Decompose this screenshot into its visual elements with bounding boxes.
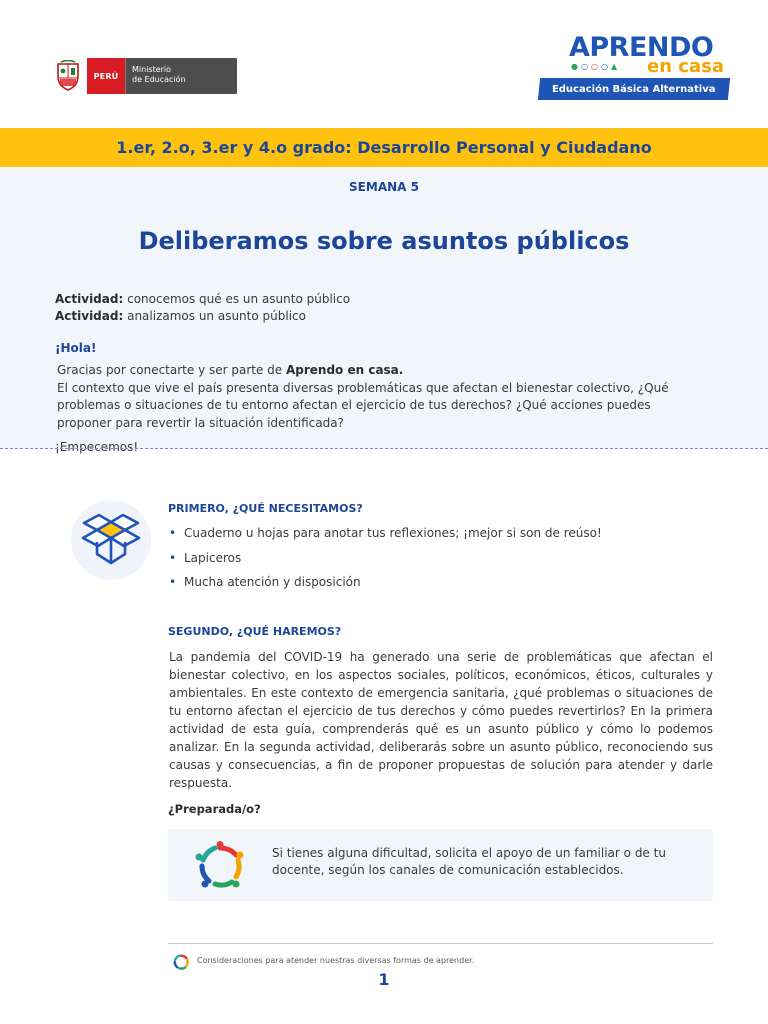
activity-text: analizamos un asunto público [127,309,306,323]
thanks-brand: Aprendo en casa. [285,363,404,377]
brand-tagline [538,78,730,100]
page-title: Deliberamos sobre asuntos públicos [138,227,630,255]
activity-label: Actividad: [55,309,124,323]
brand-main-text: APRENDO [569,32,714,63]
community-circle-icon [194,840,246,892]
page-number: 1 [378,970,390,989]
list-item: • Lapiceros [168,551,602,576]
help-box [168,829,713,901]
materials-list [168,526,602,600]
thanks-text: Gracias por conectarte y ser parte de [57,363,286,377]
intro-panel [0,167,768,454]
ministry-label [125,58,237,94]
country-label: PERÚ [87,58,125,94]
brand-sub-text: en casa [647,56,724,77]
activity-label: Actividad: [55,292,124,306]
section-heading-needs: PRIMERO, ¿QUÉ NECESITAMOS? [168,502,363,515]
activity-item [55,308,350,325]
footer-note: Consideraciones para atender nuestras diversas formas de aprender. [197,956,475,965]
dashed-divider [0,448,768,449]
intro-body: El contexto que vive el país presenta diversas problemáticas que afectan el bienestar colectivo, ¿Qué problemas o situaciones de tu entorno afectan el ejercicio de tus derechos? ¿Qué acciones puedes proponer para revertir la situación identificada? [57,380,669,430]
ministry-line-1: Ministerio [132,65,172,74]
open-box-icon [71,500,151,580]
brand-tagline-text: Educación Básica Alternativa [552,83,716,95]
activity-text: conocemos qué es un asunto público [127,292,351,306]
grade-band [0,128,768,167]
grade-title: 1.er, 2.o, 3.er y 4.o grado: Desarrollo Personal y Ciudadano [116,138,652,157]
start-text: ¡Empecemos! [55,440,139,454]
list-item: • Cuaderno u hojas para anotar tus reflexiones; ¡mejor si son de reúso! [168,526,602,551]
brand-dots-icon: ●○○○▲ [571,62,621,71]
help-text: Si tienes alguna dificultad, solicita el apoyo de un familiar o de tu docente, según los canales de comunicación establecidos. [272,846,666,877]
list-item: • Mucha atención y disposición [168,575,602,600]
week-label: SEMANA 5 [349,180,419,194]
ready-question: ¿Preparada/o? [168,802,261,816]
intro-text [57,362,697,432]
activity-item [55,291,350,308]
plan-paragraph: La pandemia del COVID-19 ha generado una serie de problemáticas que afectan el bienestar colectivo, en los aspectos sociales, políticos, económicos, éticos, culturales y ambientales. En este contexto de emergencia sanitaria, ¿qué problemas o situaciones de tu entorno afectan el ejercicio de tus derechos y cómo puedes revertirlos? En la primera actividad de esta guía, comprenderás qué es un asunto público y cómo lo podemos analizar. En la segunda actividad, deliberarás sobre un asunto público, reconociendo sus causas y consecuencias, a fin de proponer propuestas de solución para atender y darle respuesta. [169,650,713,790]
aprendo-en-casa-logo [535,30,735,102]
section-heading-plan: SEGUNDO, ¿QUÉ HAREMOS? [168,625,342,638]
greeting: ¡Hola! [55,341,97,355]
footer-divider [168,943,713,944]
government-logo [53,58,237,94]
page-header [0,0,768,128]
thanks-line [57,362,697,380]
community-circle-icon [172,953,190,971]
coat-of-arms-icon [53,58,83,94]
activities-list [55,291,350,325]
ministry-line-2: de Educación [132,75,186,84]
